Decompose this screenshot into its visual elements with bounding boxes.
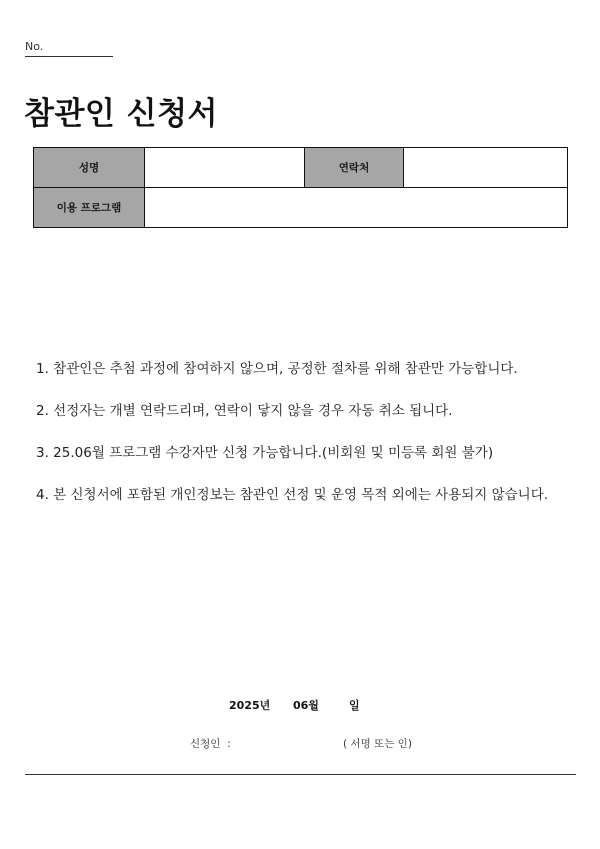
document-number-line bbox=[25, 56, 113, 57]
program-header: 이용 프로그램 bbox=[34, 188, 145, 228]
notice-item: 3. 25.06월 프로그램 수강자만 신청 가능합니다.(비회원 및 미등록 회원 불가) bbox=[36, 445, 494, 461]
document-number-label: No. bbox=[25, 40, 44, 53]
contact-header: 연락처 bbox=[305, 148, 404, 188]
date-month: 06월 bbox=[293, 699, 319, 712]
name-header: 성명 bbox=[34, 148, 145, 188]
signature-hint: ( 서명 또는 인) bbox=[343, 738, 412, 750]
notice-item: 1. 참관인은 추첨 과정에 참여하지 않으며, 공정한 절차를 위해 참관만 가능합니다. bbox=[36, 361, 518, 377]
table-row bbox=[34, 148, 568, 188]
page-title: 참관인 신청서 bbox=[24, 96, 218, 132]
notice-item: 4. 본 신청서에 포함된 개인정보는 참관인 선정 및 운영 목적 외에는 사용되지 않습니다. bbox=[36, 487, 549, 503]
applicant-info-table bbox=[33, 147, 568, 228]
contact-field[interactable] bbox=[404, 148, 568, 188]
program-field[interactable] bbox=[145, 188, 568, 228]
date-day: 일 bbox=[349, 699, 360, 712]
table-row bbox=[34, 188, 568, 228]
notice-list bbox=[36, 356, 548, 524]
bottom-divider bbox=[25, 774, 576, 775]
applicant-label: 신청인 : bbox=[190, 738, 231, 750]
notice-item: 2. 선정자는 개별 연락드리며, 연락이 닿지 않을 경우 자동 취소 됩니다. bbox=[36, 403, 453, 419]
name-field[interactable] bbox=[145, 148, 305, 188]
date-year: 2025년 bbox=[229, 699, 271, 712]
